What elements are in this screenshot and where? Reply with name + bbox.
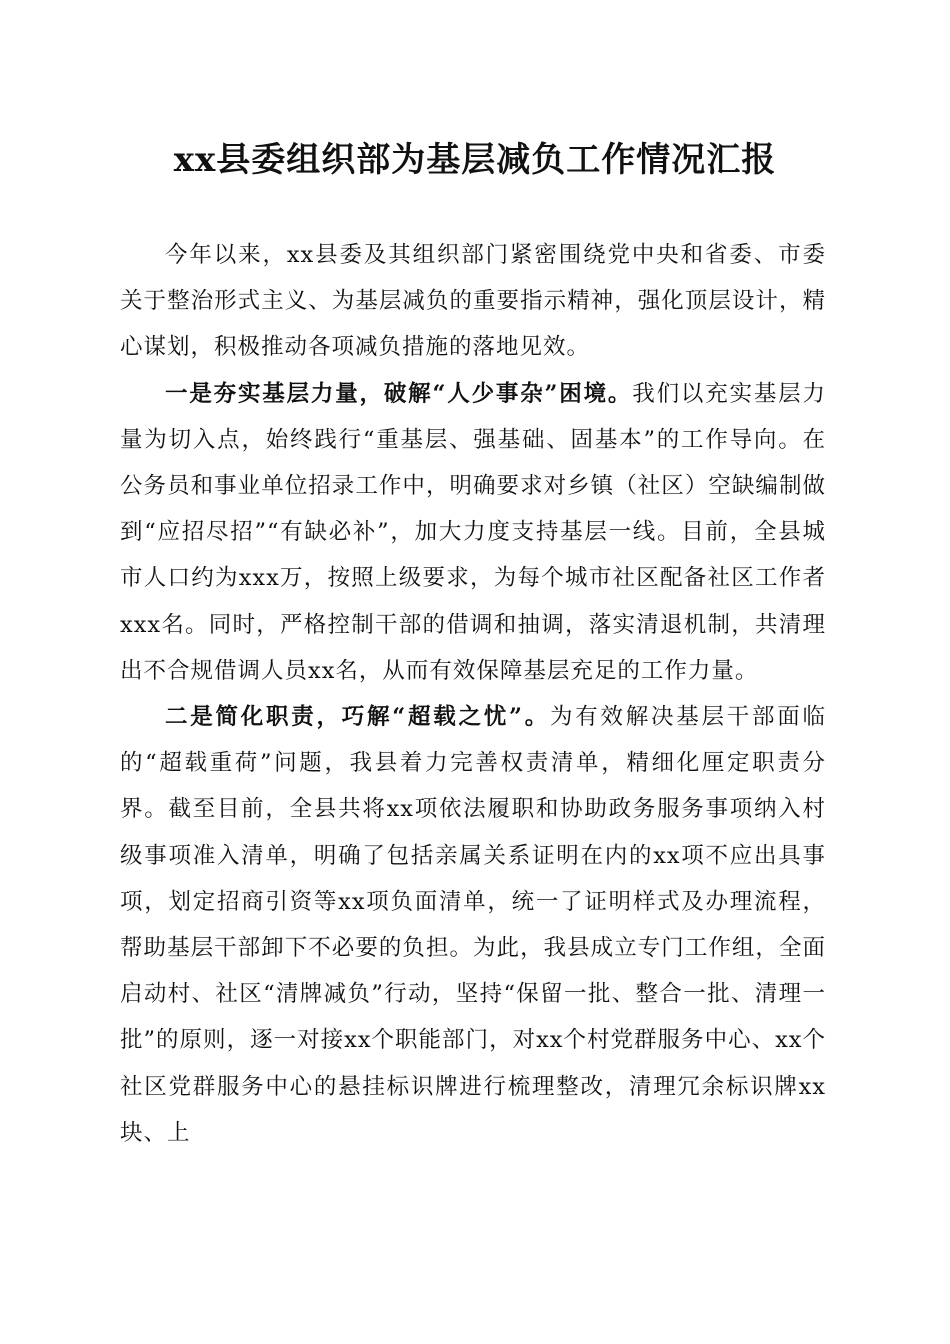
- paragraph-lead: 一是夯实基层力量，破解“人少事杂”困境。: [165, 380, 633, 407]
- paragraph-text: 我们以充实基层力量为切入点，始终践行“重基层、强基础、固基本”的工作导向。在公务员和事业单位招录工作中，明确要求对乡镇（社区）空缺编制做到“应招尽招”“有缺必补”，加大力度支持基层一线。目前，全县城市人口约为xxx万，按照上级要求，为每个城市社区配备社区工作者xxx名。同时，严格控制干部的借调和抽调，落实清退机制，共清理出不合规借调人员xx名，从而有效保障基层充足的工作力量。: [120, 380, 826, 684]
- paragraph-text: 为有效解决基层干部面临的“超载重荷”问题，我县着力完善权责清单，精细化厘定职责分界。截至目前，全县共将xx项依法履职和协助政务服务事项纳入村级事项准入清单，明确了包括亲属关系证明在内的xx项不应出具事项，划定招商引资等xx项负面清单，统一了证明样式及办理流程，帮助基层干部卸下不必要的负担。为此，我县成立专门工作组，全面启动村、社区“清牌减负”行动，坚持“保留一批、整合一批、清理一批”的原则，逐一对接xx个职能部门，对xx个村党群服务中心、xx个社区党群服务中心的悬挂标识牌进行梳理整改，清理冗余标识牌xx块、上: [120, 704, 826, 1146]
- paragraph-point-two: [120, 694, 826, 1156]
- paragraph-lead: 二是简化职责，巧解“超载之忧”。: [165, 704, 550, 731]
- paragraph-text: 今年以来，xx县委及其组织部门紧密围绕党中央和省委、市委关于整治形式主义、为基层减负的重要指示精神，强化顶层设计，精心谋划，积极推动各项减负措施的落地见效。: [120, 242, 826, 361]
- paragraph-intro: [120, 232, 826, 371]
- paragraph-point-one: [120, 371, 826, 694]
- document-body: [120, 232, 826, 1156]
- document-title: xx县委组织部为基层减负工作情况汇报: [173, 140, 777, 180]
